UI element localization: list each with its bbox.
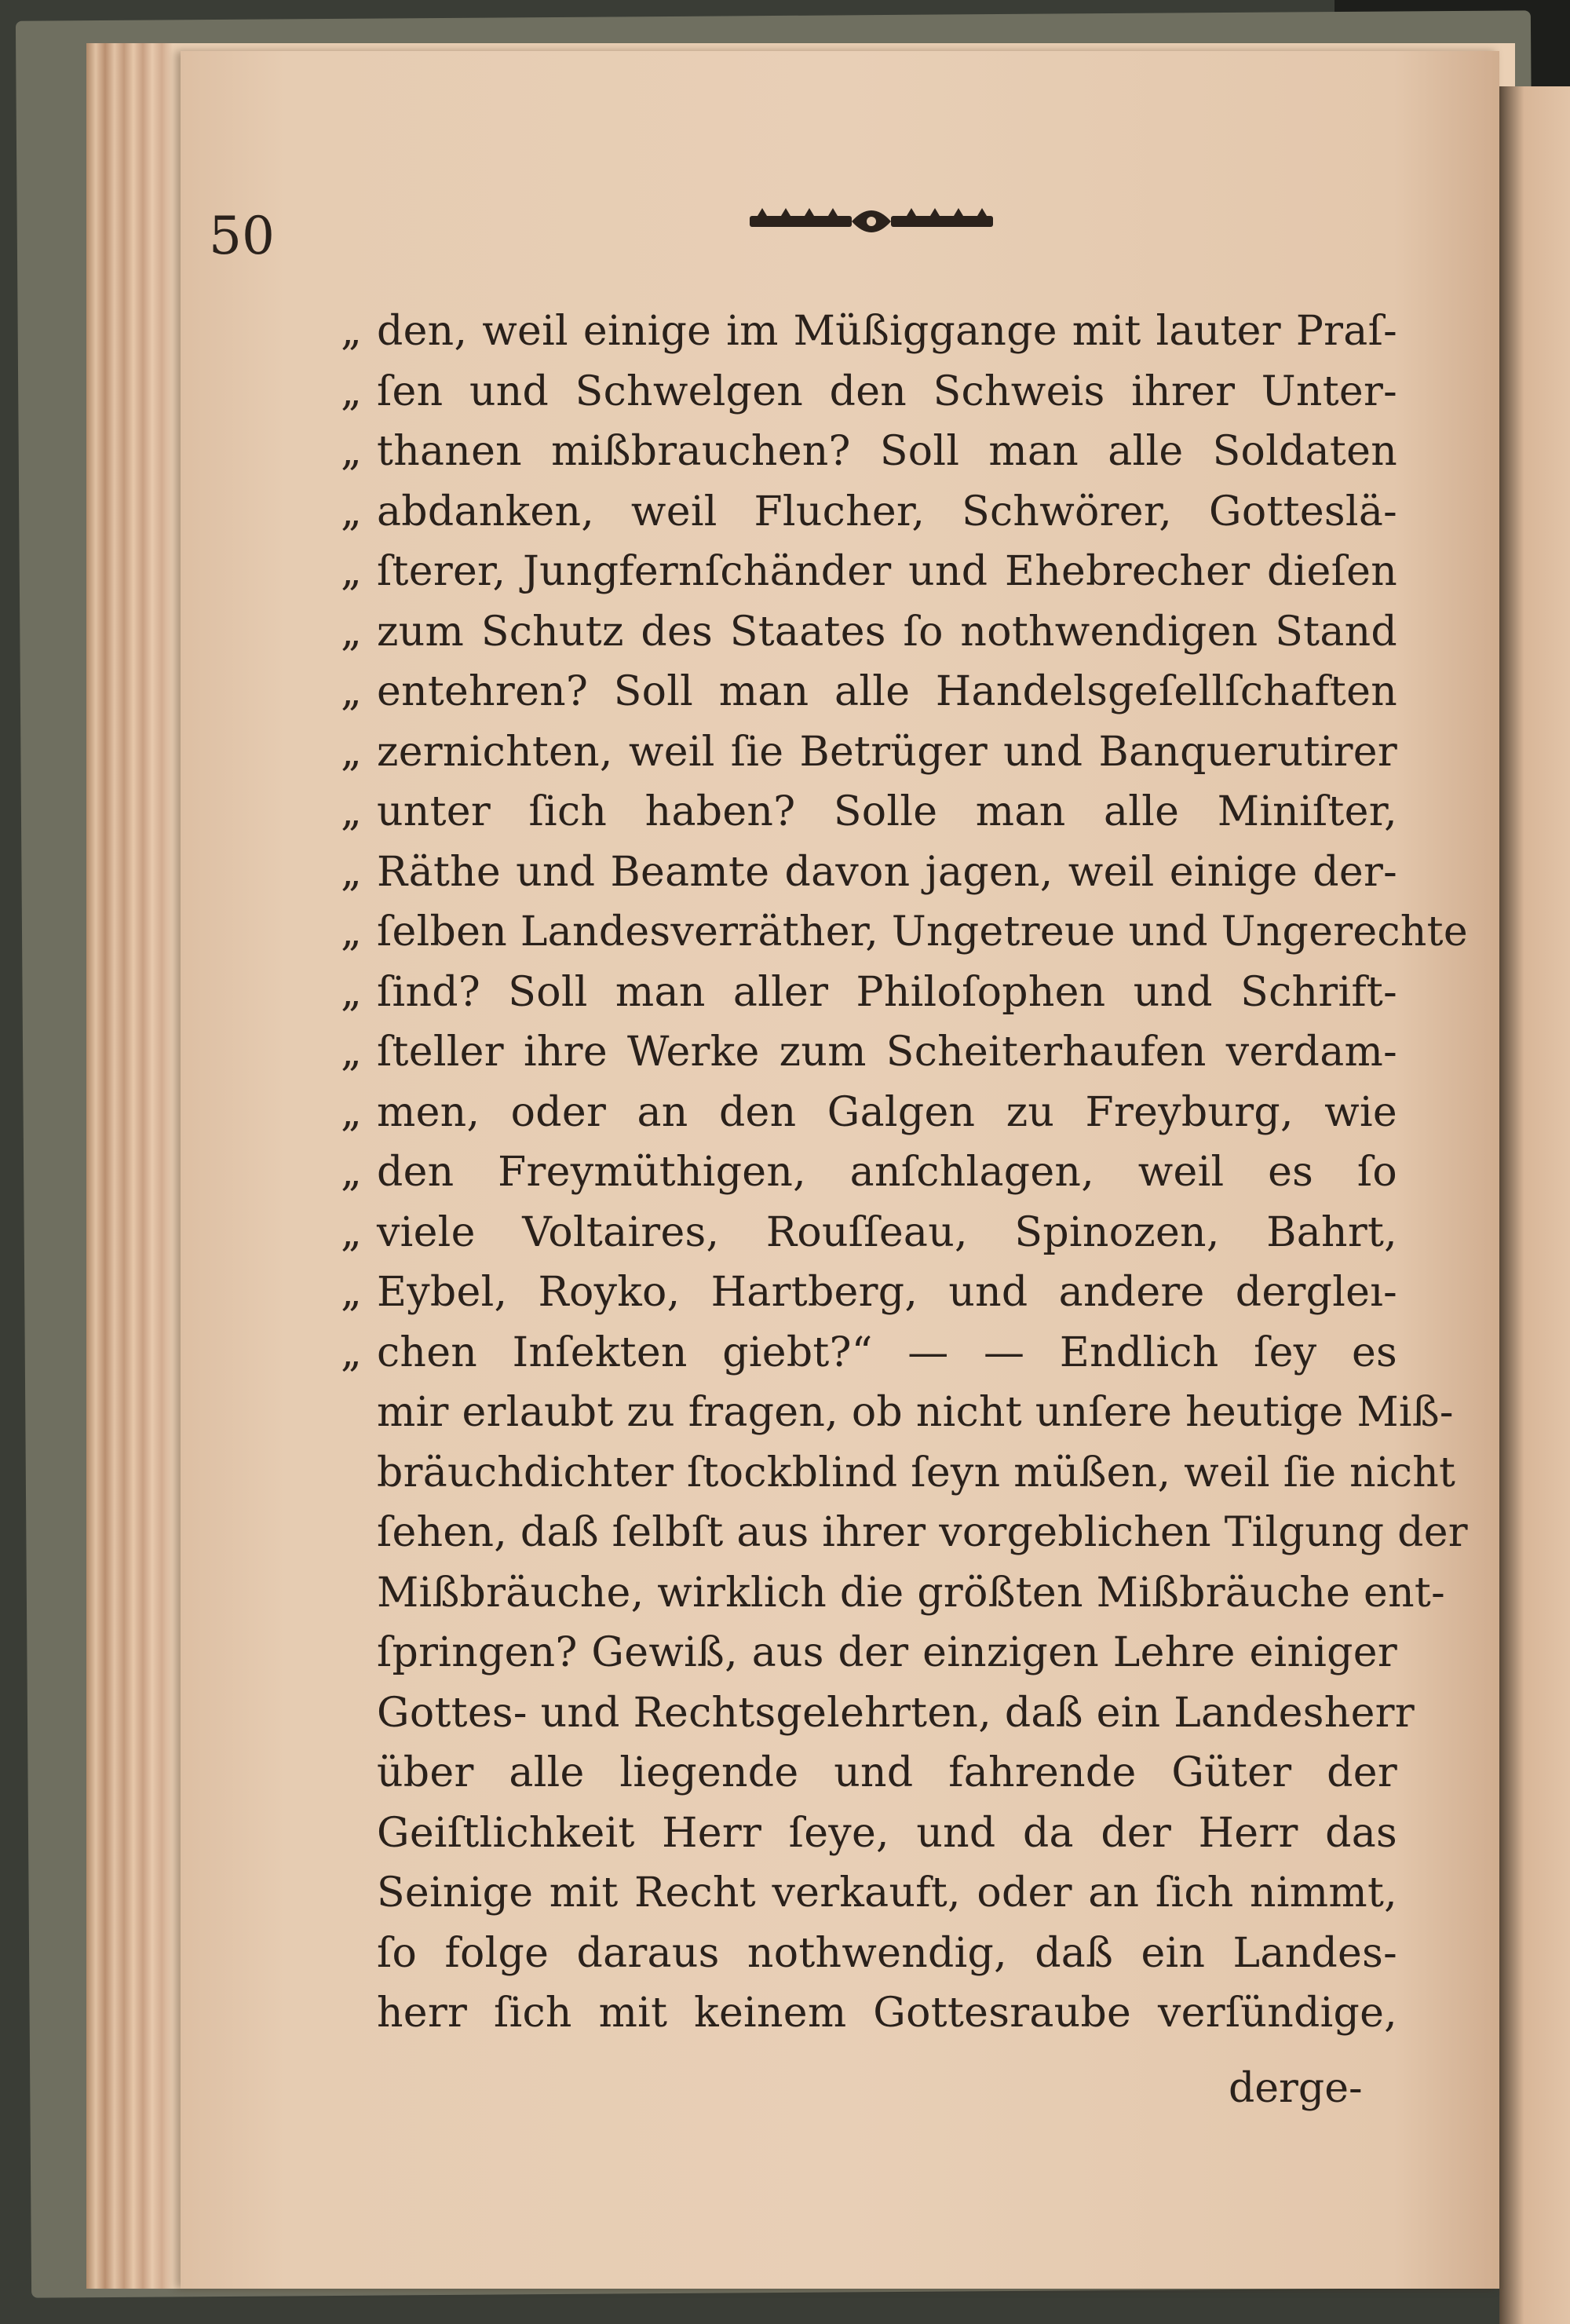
text-line	[341, 1328, 1397, 1390]
text-line	[341, 788, 1397, 849]
line-text: zum Schutz des Staates ſo nothwendigen Stand	[377, 608, 1397, 656]
line-text: Mißbräuche, wirklich die größten Mißbräuche ent-	[377, 1569, 1445, 1617]
line-text: thanen mißbrauchen? Soll man alle Soldaten	[377, 428, 1397, 475]
text-line	[377, 1930, 1397, 1990]
line-text: Geiſtlichkeit Herr ſeye, und da der Herr das	[377, 1809, 1397, 1857]
quotation-mark: „	[341, 548, 363, 595]
text-line	[341, 968, 1397, 1029]
text-line	[377, 1990, 1397, 2050]
catchword: derge-	[1229, 2065, 1363, 2112]
line-text: Räthe und Beamte davon jagen, weil einige der-	[377, 848, 1397, 896]
line-text: unter ſich haben? Solle man alle Miniſter,	[377, 788, 1397, 835]
quotation-mark: „	[341, 1149, 363, 1196]
text-line	[341, 1269, 1397, 1329]
quotation-mark: „	[341, 1029, 363, 1076]
line-text: Eybel, Royko, Hartberg, und andere dergleı-	[377, 1269, 1397, 1316]
line-text: zernichten, weil ſie Betrüger und Banquerutirer	[377, 728, 1397, 776]
line-text: entehren? Soll man alle Handelsgeſellſchaften	[377, 668, 1397, 715]
line-text: abdanken, weil Flucher, Schwörer, Gotteslä-	[377, 488, 1397, 535]
text-line	[377, 1689, 1415, 1750]
quotation-mark: „	[341, 1208, 363, 1256]
text-line	[341, 1149, 1397, 1209]
text-line	[377, 1810, 1397, 1870]
quotation-mark: „	[341, 908, 363, 956]
quotation-mark: „	[341, 428, 363, 475]
line-text: ſehen, daß ſelbſt aus ihrer vorgeblichen Tilgung der	[377, 1509, 1468, 1556]
line-text: herr ſich mit keinem Gottesraube verſündige,	[377, 1990, 1397, 2037]
line-text: den, weil einige im Müßiggange mit lauter Praſ-	[377, 308, 1397, 355]
text-line	[377, 1629, 1397, 1690]
text-line	[377, 1509, 1468, 1569]
quotation-mark: „	[341, 788, 363, 835]
quotation-mark: „	[341, 1269, 363, 1316]
quotation-mark: „	[341, 488, 363, 535]
text-line	[341, 668, 1397, 729]
text-line	[341, 367, 1397, 429]
text-line	[377, 1389, 1454, 1449]
text-line	[341, 1029, 1397, 1089]
body-text	[341, 308, 1468, 2050]
line-text: mir erlaubt zu fragen, ob nicht unſere heutige Miß-	[377, 1389, 1454, 1436]
text-line	[341, 548, 1397, 608]
text-line	[377, 1869, 1397, 1930]
text-line	[341, 488, 1397, 549]
quotation-mark: „	[341, 308, 363, 355]
line-text: ſelben Landesverräther, Ungetreue und Ungerechte	[377, 908, 1468, 956]
line-text: Gottes- und Rechtsgelehrten, daß ein Landesherr	[377, 1689, 1415, 1737]
page-number: 50	[209, 206, 275, 266]
text-line	[377, 1569, 1445, 1630]
line-text: bräuchdichter ſtockblind ſeyn müßen, weil ſie nicht	[377, 1449, 1456, 1496]
text-line	[341, 308, 1397, 368]
line-text: ſterer, Jungfernſchänder und Ehebrecher dieſen	[377, 548, 1397, 595]
text-line	[377, 1449, 1456, 1510]
line-text: ſen und Schwelgen den Schweis ihrer Unter-	[377, 367, 1397, 415]
line-text: viele Voltaires, Rouſſeau, Spinozen, Bahrt,	[377, 1208, 1397, 1256]
text-line	[341, 608, 1397, 669]
line-text: ſteller ihre Werke zum Scheiterhaufen verdam-	[377, 1029, 1397, 1076]
decorative-header-rule-icon	[750, 200, 993, 239]
quotation-mark: „	[341, 728, 363, 776]
text-line	[341, 728, 1397, 789]
quotation-mark: „	[341, 367, 363, 415]
quotation-mark: „	[341, 1088, 363, 1136]
line-text: chen Inſekten giebt?“ — — Endlich ſey es	[377, 1328, 1397, 1376]
line-text: men, oder an den Galgen zu Freyburg, wie	[377, 1088, 1397, 1136]
facing-page-edge	[1499, 86, 1570, 2324]
quotation-mark: „	[341, 608, 363, 656]
quotation-mark: „	[341, 1328, 363, 1376]
text-line	[341, 848, 1397, 909]
line-text: ſind? Soll man aller Philoſophen und Schrift-	[377, 968, 1397, 1016]
line-text: ſpringen? Gewiß, aus der einzigen Lehre einiger	[377, 1629, 1397, 1676]
line-text: den Freymüthigen, anſchlagen, weil es ſo	[377, 1149, 1397, 1196]
quotation-mark: „	[341, 668, 363, 715]
text-line	[341, 428, 1397, 488]
line-text: über alle liegende und fahrende Güter der	[377, 1749, 1397, 1796]
quotation-mark: „	[341, 848, 363, 896]
text-line	[341, 1208, 1397, 1270]
text-line	[341, 908, 1468, 969]
text-line	[377, 1749, 1397, 1810]
quotation-mark: „	[341, 968, 363, 1016]
line-text: ſo folge daraus nothwendig, daß ein Landes-	[377, 1929, 1397, 1977]
text-line	[341, 1088, 1397, 1149]
line-text: Seinige mit Recht verkauft, oder an ſich nimmt,	[377, 1869, 1397, 1917]
